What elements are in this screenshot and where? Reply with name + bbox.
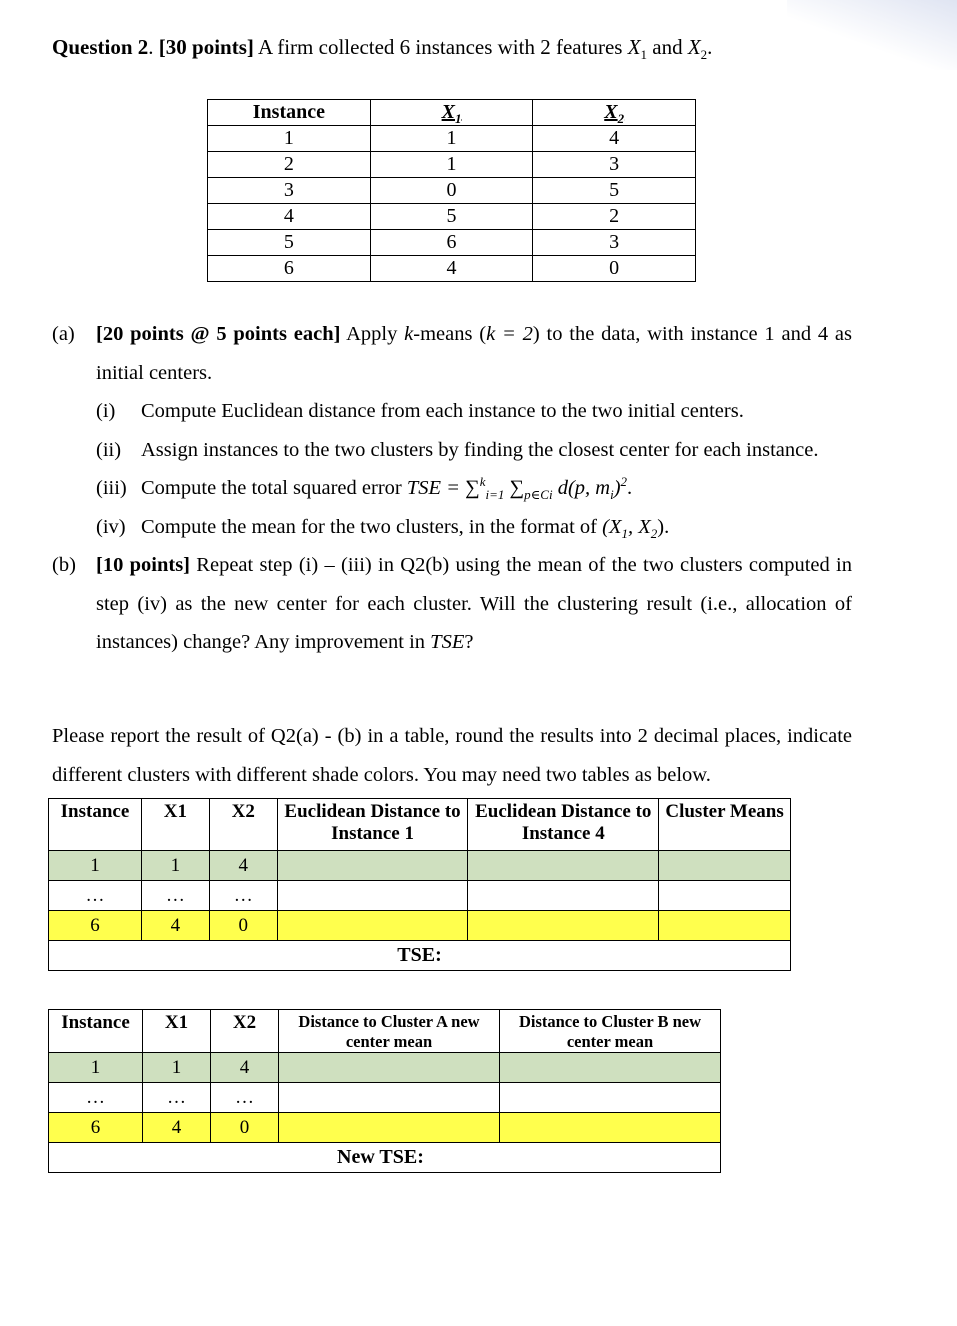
part-a <box>52 315 852 392</box>
answer-cell[interactable] <box>500 1113 721 1143</box>
ellipsis-cell: … <box>49 1083 143 1113</box>
cell: 4 <box>209 851 277 881</box>
table-row <box>49 1113 721 1143</box>
header-cluster-means: Cluster Means <box>659 799 791 851</box>
answer-table-initial <box>48 798 791 971</box>
table-row <box>49 851 791 881</box>
part-a-text: [20 points @ 5 points each] Apply k-means (k = 2) to the data, with instance 1 and 4 as initial centers. <box>96 323 852 384</box>
answer-cell[interactable] <box>277 851 468 881</box>
part-b-label: (b) <box>52 554 76 576</box>
cell: 0 <box>370 178 533 204</box>
table-row <box>49 1053 721 1083</box>
header-instance: Instance <box>49 1010 143 1053</box>
header-x1: X1 <box>141 799 209 851</box>
cell: 2 <box>208 152 371 178</box>
ellipsis-cell: … <box>211 1083 279 1113</box>
cell: 0 <box>533 256 696 282</box>
cell: 4 <box>143 1113 211 1143</box>
cell: 6 <box>49 911 142 941</box>
answer-cell[interactable] <box>277 881 468 911</box>
item-text: Compute the total squared error TSE = ∑$^k_{i=1}$ $\sum_{p\in Ci}$ d(p, $m_i)^2$. <box>141 474 633 503</box>
cell: 1 <box>370 152 533 178</box>
header-x2: $X_2$ <box>533 100 696 126</box>
cell: 6 <box>370 230 533 256</box>
cell: 1 <box>49 851 142 881</box>
cell: 1 <box>370 126 533 152</box>
ellipsis-cell: … <box>209 881 277 911</box>
header-dist-1: Euclidean Distance to Instance 1 <box>277 799 468 851</box>
cell: 5 <box>533 178 696 204</box>
header-dist-4: Euclidean Distance to Instance 4 <box>468 799 659 851</box>
cell: 1 <box>208 126 371 152</box>
cell: 4 <box>370 256 533 282</box>
answer-cell[interactable] <box>659 851 791 881</box>
answer-cell[interactable] <box>468 911 659 941</box>
corner-shade <box>787 0 957 70</box>
cell: 1 <box>143 1053 211 1083</box>
tse-row <box>49 941 791 971</box>
answer-cell[interactable] <box>659 881 791 911</box>
header-instance: Instance <box>208 100 371 126</box>
answer-cell[interactable] <box>468 881 659 911</box>
table-row <box>49 881 791 911</box>
table-row <box>208 256 696 282</box>
part-a-item-iv <box>52 508 852 547</box>
cell: 1 <box>49 1053 143 1083</box>
ellipsis-cell: … <box>49 881 142 911</box>
cell: 4 <box>211 1053 279 1083</box>
question-body <box>52 315 852 662</box>
cell: 5 <box>208 230 371 256</box>
tse-formula: TSE = ∑$^k_{i=1}$ $\sum_{p\in Ci}$ d(p, $m_i)^2$ <box>406 474 628 503</box>
item-label: (iii) <box>96 477 127 499</box>
cell: 4 <box>533 126 696 152</box>
header-dist-b: Distance to Cluster B new center mean <box>500 1010 721 1053</box>
report-instructions: Please report the result of Q2(a) - (b) in a table, round the results into 2 decimal places, indicate different clusters with different shade colors. You may need two tables as below. <box>52 725 852 786</box>
cell: 1 <box>141 851 209 881</box>
part-a-item-i <box>52 392 852 431</box>
data-table-header <box>208 100 696 126</box>
answer-cell[interactable] <box>659 911 791 941</box>
header-dist-a: Distance to Cluster A new center mean <box>279 1010 500 1053</box>
answer-table-new-centers <box>48 1009 721 1173</box>
table-row <box>208 230 696 256</box>
cell: 3 <box>533 152 696 178</box>
item-label: (iv) <box>96 515 126 538</box>
answer-cell[interactable] <box>279 1113 500 1143</box>
header-instance: Instance <box>49 799 142 851</box>
cell: 4 <box>141 911 209 941</box>
ellipsis-cell: … <box>141 881 209 911</box>
part-a-item-iii <box>52 469 852 508</box>
cell: 4 <box>208 204 371 230</box>
part-b <box>52 546 852 662</box>
new-tse-label: New TSE: <box>49 1143 721 1173</box>
table-row <box>208 178 696 204</box>
answer-table-header <box>49 1010 721 1053</box>
item-text: Compute Euclidean distance from each instance to the two initial centers. <box>141 400 744 422</box>
answer-cell[interactable] <box>279 1053 500 1083</box>
cell: 6 <box>208 256 371 282</box>
table-row <box>49 1083 721 1113</box>
answer-table-header <box>49 799 791 851</box>
header-x2: X2 <box>211 1010 279 1053</box>
tse-label: TSE: <box>49 941 791 971</box>
part-a-item-ii <box>52 431 852 470</box>
cell: 0 <box>211 1113 279 1143</box>
cell: 0 <box>209 911 277 941</box>
table-row <box>208 204 696 230</box>
question-title: Question 2. [30 points] A firm collected 6 instances with 2 features $X_1$ and $X_2$. <box>52 35 713 63</box>
item-text: Assign instances to the two clusters by finding the closest center for each instance. <box>141 438 819 461</box>
ellipsis-cell: … <box>143 1083 211 1113</box>
cell: 2 <box>533 204 696 230</box>
answer-cell[interactable] <box>279 1083 500 1113</box>
cell: 6 <box>49 1113 143 1143</box>
instance-data-table <box>207 99 696 282</box>
tse-row <box>49 1143 721 1173</box>
header-x1: X1 <box>143 1010 211 1053</box>
item-label: (ii) <box>96 438 122 461</box>
table-row <box>208 152 696 178</box>
cell: 3 <box>208 178 371 204</box>
part-a-label: (a) <box>52 323 75 345</box>
item-text: Compute the mean for the two clusters, in the format of ($X_1$, $X_2$). <box>141 515 670 541</box>
cell: 3 <box>533 230 696 256</box>
answer-cell[interactable] <box>500 1053 721 1083</box>
header-x2: X2 <box>209 799 277 851</box>
answer-cell[interactable] <box>277 911 468 941</box>
answer-cell[interactable] <box>500 1083 721 1113</box>
item-label: (i) <box>96 400 116 422</box>
part-b-text: [10 points] Repeat step (i) – (iii) in Q2(b) using the mean of the two clusters computed in step (iv) as the new center for each cluster. Will the clustering result (i.e., allocation of instances) change? Any improvement in TSE? <box>96 554 852 653</box>
cell: 5 <box>370 204 533 230</box>
table-row <box>49 911 791 941</box>
table-row <box>208 126 696 152</box>
answer-cell[interactable] <box>468 851 659 881</box>
header-x1: $X_1$ <box>370 100 533 126</box>
